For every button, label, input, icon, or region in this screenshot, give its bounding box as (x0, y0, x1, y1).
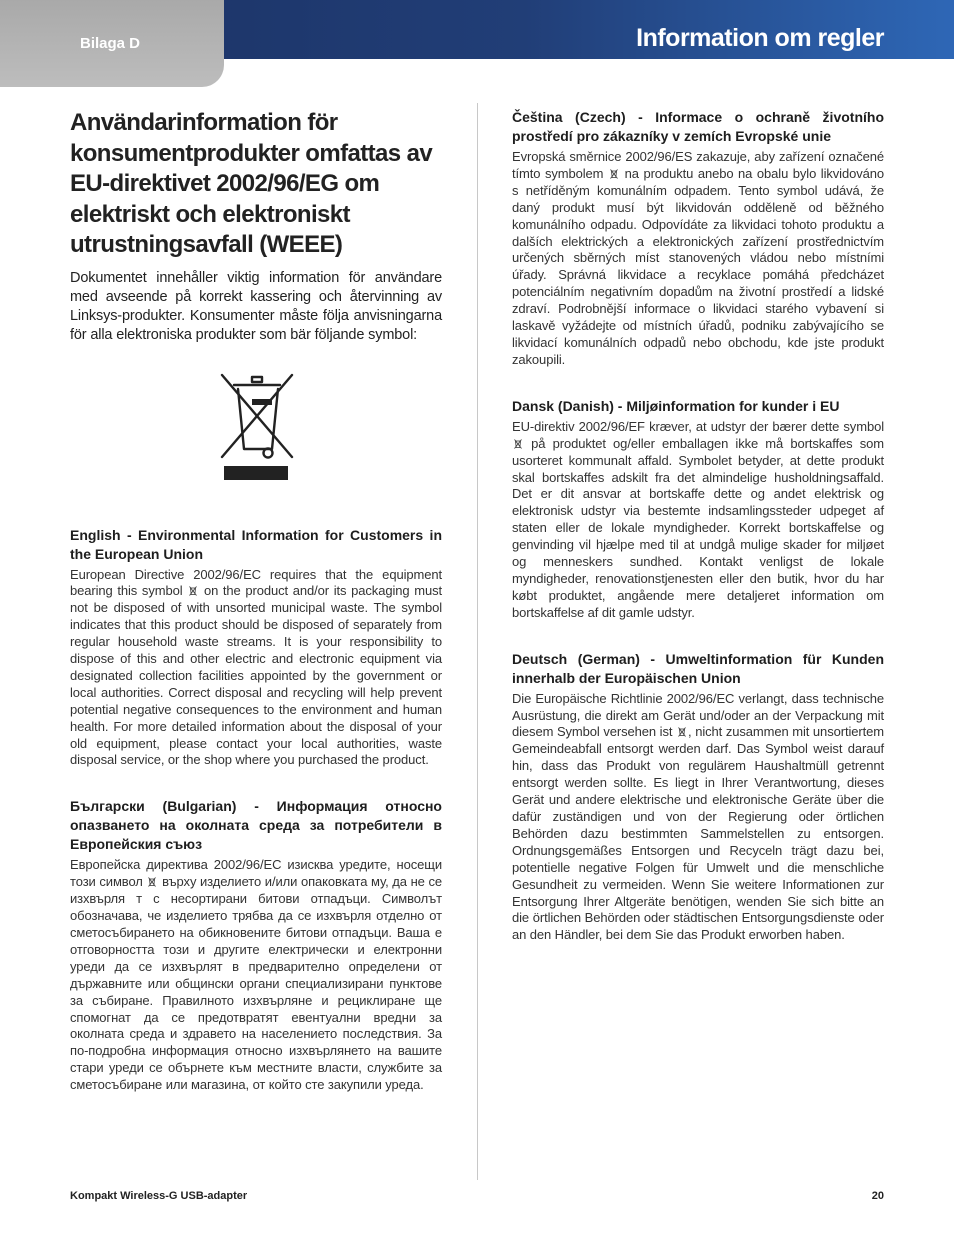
danish-heading: Dansk (Danish) - Miljøinformation for kunder i EU (512, 397, 840, 414)
czech-body (512, 149, 884, 369)
appendix-label: Bilaga D (80, 35, 141, 52)
right-column (512, 108, 884, 972)
weee-mini-icon (148, 877, 156, 887)
section-title: Användarinformation för konsumentprodukter omfattas av EU-direktivet 2002/96/EG om elektriskt och elektroniskt utrustningsavfall (WEEE) (70, 109, 433, 258)
page-header-title: Information om regler (636, 24, 884, 52)
german-body-part2: , nicht zusammen mit unsortiertem Gemeindeabfall entsorgt werden darf. Das Symbol weist darauf hin, dass das Produkt von regulärem Haushaltmüll getrennt entsorgt werden sollte. Es liegt in Ihrer Verantwortung, dieses Gerät und andere elektrische und elektronische Geräte über die dafür zuständigen und von der Regierung oder örtlichen Behörden dazu bestimmten Sammelstellen zu entsorgen. Ordnungsgemäßes Entsorgen und Recyceln trägt dazu bei, potentielle negative Folgen für Umwelt und die menschliche Gesundheit zu vermeiden. Wenn Sie weitere Informationen zur Entsorgung Ihrer Altgeräte benötigen, wenden Sie sich bitte an die örtlichen Behörden oder städtischen Entsorgungsdienste oder an den Händler, bei dem Sie das Produkt erworben haben. (512, 724, 884, 943)
czech-body-part1: Evropská směrnice 2002/96/ES zakazuje, aby zařízení označené tímto symbolem (512, 149, 884, 181)
danish-body-part2: på produktet og/eller emballagen ikke må bortskaffes som usorteret kommunalt affald. Symbolet betyder, at dette produkt skal bortskaffes adskilt fra det almindelige husholdningsaffald. Det er dit ansvar at bortskaffe dette og andet elektrisk og elektronisk udstyr via bestemte indsamlingssteder udpeget af staten eller de lokale myndigheder. Korrekt bortskaffelse og genvinding vil hjælpe med til at undgå mulige skader for miljøet og menneskers sundhed. Kontakt venligst de lokale myndigheder, renovationstjenesten eller den butik, hvor du har købt produktet, angående mere detaljeret information om bortskaffelse af dit gamle udstyr. (512, 435, 884, 620)
weee-mini-icon (514, 439, 522, 449)
bulgarian-body-part1: Европейска директива 2002/96/EC изисква уредите, носещи този символ (70, 857, 442, 890)
symbol-underline-bar (224, 466, 288, 480)
appendix-tab (0, 0, 224, 87)
bulgarian-body (70, 857, 442, 1094)
english-section (70, 526, 442, 770)
weee-mini-icon (678, 727, 686, 737)
czech-heading: Čeština (Czech) - Informace o ochraně životního prostředí pro zákazníky v zemích Evropské unie (512, 109, 884, 144)
bulgarian-section (70, 797, 442, 1094)
weee-mini-icon (189, 586, 197, 596)
crossed-out-wheelie-bin-icon (218, 371, 296, 463)
footer-page-number: 20 (871, 1190, 884, 1202)
bulgarian-body-part2: върху изделието и/или опаковката му, да не се изхвърля т с несортирани битови отпадъци. Символът обозначава, че изделието трябва да се изхвърля отделно от сметосъбирането на обикновените битови отпадъци. Ваша е отговорността този и другите електрически и електронни уреди да се изхвърлят в предварително определени от държавните или общински органи специализирани пунктове за събиране. Правилното изхвърляне и рециклиране ще спомогнат да се предотвратят евентуални вредни за околната среда и здравето на населението последствия. За по-подробна информация относно изхвърлянето на вашите стари уреди се обърнете към местните власти, службите за сметосъбиране или магазина, от който сте закупили уреда. (70, 874, 443, 1093)
czech-section (512, 108, 884, 369)
column-divider (477, 103, 478, 1180)
danish-body (512, 419, 884, 622)
weee-symbol (70, 371, 442, 486)
footer-product-name: Kompakt Wireless-G USB-adapter (70, 1190, 248, 1202)
danish-body-part1: EU-direktiv 2002/96/EF kræver, at udstyr der bærer dette symbol (512, 418, 884, 434)
bulgarian-heading: Български (Bulgarian) - Информация относно опазването на околната среда за потребители в Европейския съюз (70, 798, 442, 853)
left-column (70, 108, 442, 1122)
english-body (70, 567, 442, 770)
english-body-part1: European Directive 2002/96/EC requires that the equipment bearing this symbol (70, 566, 442, 599)
german-body-part1: Die Europäische Richtlinie 2002/96/EC verlangt, dass technische Ausrüstung, die direkt am Gerät und/oder an der Verpackung mit diesem Symbol versehen ist (512, 690, 884, 740)
english-body-part2: on the product and/or its packaging must not be disposed of with unsorted municipal waste. The symbol indicates that this product should be disposed of separately from regular household waste streams. It is your responsibility to dispose of this and other electric and electronic equipment via designated collection facilities appointed by the government or local authorities. Correct disposal and recycling will help prevent potential negative consequences to the environment and human health. For more detailed information about the disposal of your old equipment, please contact your local authorities, waste disposal service, or the shop where you purchased the product. (70, 583, 442, 768)
german-heading: Deutsch (German) - Umweltinformation für Kunden innerhalb der Europäischen Union (512, 650, 884, 686)
german-section (512, 650, 884, 945)
weee-mini-icon (610, 169, 618, 179)
english-heading: English - Environmental Information for Customers in the European Union (70, 526, 442, 562)
german-body (512, 691, 884, 945)
czech-body-part2: na produktu anebo na obalu bylo likvidováno s netříděným komunálním odpadem. Tento symbol udává, že daný produkt musí být likvidován odděleně od běžného komunálního odpadu. Odpovídáte za likvidaci tohoto produktu a dalších elektrických a elektronických zařízení prostřednictvím určených sběrných míst stanovených vládou nebo místními úřady. Správná likvidace a recyklace pomáhá předcházet potenciálním negativním dopadům na životní prostředí a lidské zdraví. Podrobnější informace o likvidaci starého vybavení si laskavě vyžádejte od místních úřadů, podniku zabývajícího se likvidací komunálních odpadů nebo obchodu, kde jste produkt zakoupili. (512, 165, 885, 367)
intro-paragraph: Dokumentet innehåller viktig information för användare med avseende på korrekt kassering och återvinning av Linksys-produkter. Konsumenter måste följa anvisningarna för alla elektroniska produkter som bär följande symbol: (70, 269, 442, 343)
danish-section (512, 397, 884, 622)
